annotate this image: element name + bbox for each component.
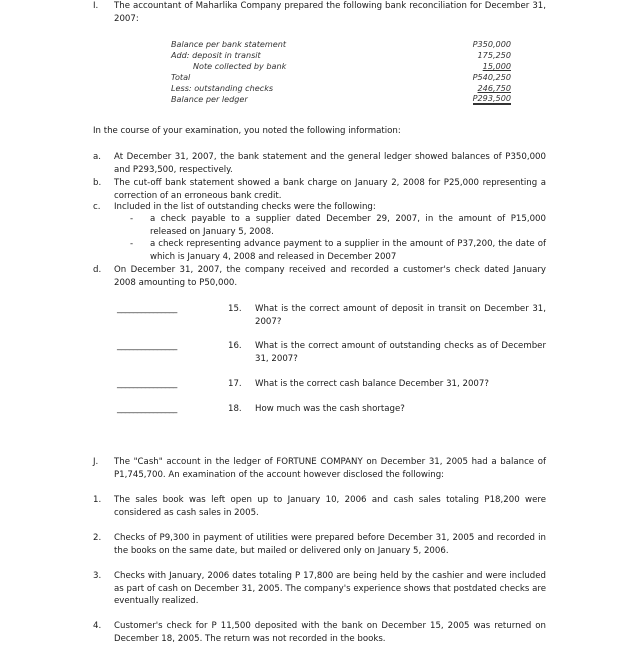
recon-amount: P540,250 — [472, 72, 511, 82]
recon-label: Less: outstanding checks — [171, 83, 274, 93]
recon-label: Add: deposit in transit — [171, 50, 261, 60]
bank-reconciliation — [171, 38, 511, 114]
section-j-marker: J. — [93, 457, 99, 467]
recon-label: Total — [171, 72, 191, 82]
j-item-number: 4. — [93, 621, 102, 631]
recon-row — [171, 71, 511, 82]
answer-blank[interactable]: _______________ — [117, 379, 177, 389]
course-text: In the course of your examination, you noted the following information: — [93, 126, 401, 136]
j-item-text: The sales book was left open up to January 10, 2006 and cash sales totaling P18,200 were considered as cash sales in 2005. — [114, 495, 546, 518]
recon-amount: 246,750 — [477, 83, 511, 93]
answer-blank[interactable]: _______________ — [117, 304, 177, 314]
recon-amount: 15,000 — [482, 61, 511, 71]
section-i-marker: I. — [93, 1, 99, 11]
j-item-text: Customer's check for P 11,500 deposited with the bank on December 15, 2005 was returned on December 18, 2005. The return was not recorded in the books. — [114, 621, 546, 644]
question-text: What is the correct amount of outstanding checks as of December 31, 2007? — [255, 341, 546, 364]
question-text: What is the correct cash balance December 31, 2007? — [255, 379, 489, 389]
j-item-number: 3. — [93, 571, 102, 581]
j-item-number: 1. — [93, 495, 102, 505]
item-a-marker: a. — [93, 152, 101, 162]
section-j-intro: The "Cash" account in the ledger of FORTUNE COMPANY on December 31, 2005 had a balance of P1,745,700. An examination of the account however disclosed the following: — [114, 457, 546, 480]
answer-blank[interactable]: _______________ — [117, 341, 177, 351]
item-c-marker: c. — [93, 202, 101, 212]
recon-row — [171, 93, 511, 104]
answer-blank[interactable]: _______________ — [117, 404, 177, 414]
question-number: 15. — [228, 304, 242, 314]
bullet-dash: - — [130, 214, 134, 224]
question-text: How much was the cash shortage? — [255, 404, 405, 414]
recon-row — [171, 82, 511, 93]
recon-amount: P293,500 — [472, 93, 511, 103]
question-number: 16. — [228, 341, 242, 351]
j-item-text: Checks of P9,300 in payment of utilities were prepared before December 31, 2005 and recorded in the books on the same date, but mailed or delivered only on January 5, 2006. — [114, 533, 546, 556]
item-c-sub1: a check payable to a supplier dated December 29, 2007, in the amount of P15,000 released on January 5, 2008. — [150, 214, 546, 237]
recon-label: Balance per ledger — [171, 94, 248, 104]
recon-label: Note collected by bank — [193, 61, 287, 71]
item-b: The cut-off bank statement showed a bank charge on January 2, 2008 for P25,000 representing a correction of an erroneous bank credit. — [114, 178, 546, 201]
j-item-number: 2. — [93, 533, 102, 543]
recon-row — [171, 49, 511, 60]
item-c-sub2: a check representing advance payment to a supplier in the amount of P37,200, the date of which is January 4, 2008 and released in December 2007 — [150, 239, 546, 262]
recon-row — [171, 38, 511, 49]
item-d-marker: d. — [93, 265, 102, 275]
recon-row — [171, 60, 511, 71]
question-number: 18. — [228, 404, 242, 414]
section-i-intro: The accountant of Maharlika Company prepared the following bank reconciliation for December 31, 2007: — [114, 1, 546, 24]
bullet-dash: - — [130, 239, 134, 249]
item-b-marker: b. — [93, 178, 102, 188]
item-c: Included in the list of outstanding checks were the following: — [114, 202, 376, 212]
recon-amount: P350,000 — [472, 39, 511, 49]
j-item-text: Checks with January, 2006 dates totaling P 17,800 are being held by the cashier and were included as part of cash on December 31, 2005. The company's experience shows that postdated checks are eventually realized. — [114, 571, 546, 607]
item-d: On December 31, 2007, the company received and recorded a customer's check dated January 2008 amounting to P50,000. — [114, 265, 546, 288]
question-text: What is the correct amount of deposit in transit on December 31, 2007? — [255, 304, 546, 327]
recon-label: Balance per bank statement — [171, 39, 287, 49]
item-a: At December 31, 2007, the bank statement and the general ledger showed balances of P350,000 and P293,500, respectively. — [114, 152, 546, 175]
question-number: 17. — [228, 379, 242, 389]
recon-amount: 175,250 — [477, 50, 511, 60]
